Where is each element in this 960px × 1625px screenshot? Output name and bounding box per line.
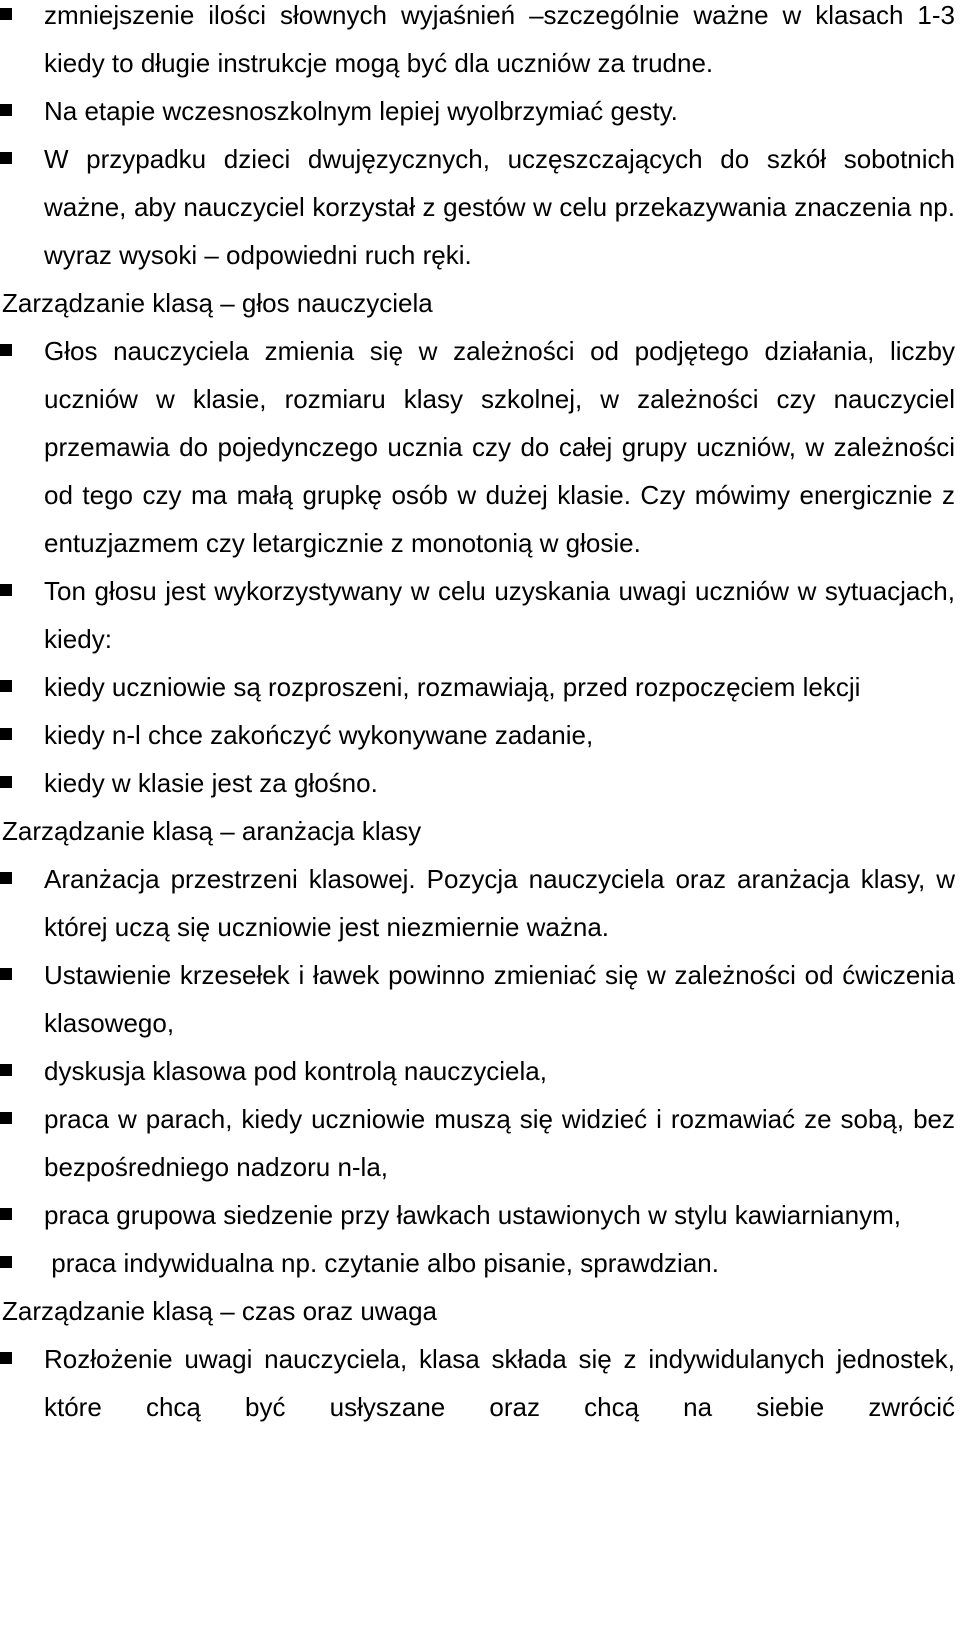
square-bullet-icon xyxy=(0,872,12,884)
list-item xyxy=(0,135,955,279)
square-bullet-icon xyxy=(0,968,12,980)
list-item-text: kiedy w klasie jest za głośno. xyxy=(44,768,378,798)
list-item xyxy=(0,0,955,87)
list-item xyxy=(0,567,955,663)
list-item-text: W przypadku dzieci dwujęzycznych, uczęszczających do szkół sobotnich ważne, aby nauczyciel korzystał z gestów w celu przekazywania znaczenia np. wyraz wysoki – odpowiedni ruch ręki. xyxy=(44,144,955,270)
square-bullet-icon xyxy=(0,776,12,788)
list-item xyxy=(0,1095,955,1191)
list-item xyxy=(0,1047,955,1095)
list-item-text: praca indywidualna np. czytanie albo pisanie, sprawdzian. xyxy=(44,1248,719,1278)
square-bullet-icon xyxy=(0,1112,12,1124)
list-item xyxy=(0,855,955,951)
section-heading: Zarządzanie klasą – aranżacja klasy xyxy=(2,816,422,846)
square-bullet-icon xyxy=(0,584,12,596)
section-heading: Zarządzanie klasą – czas oraz uwaga xyxy=(2,1296,438,1326)
list-item-text: zmniejszenie ilości słownych wyjaśnień –szczególnie ważne w klasach 1-3 kiedy to długie instrukcje mogą być dla uczniów za trudne. xyxy=(44,0,955,78)
section-heading: Zarządzanie klasą – głos nauczyciela xyxy=(2,288,433,318)
list-item xyxy=(0,87,955,135)
square-bullet-icon xyxy=(0,152,12,164)
list-item xyxy=(0,327,955,567)
list-item xyxy=(0,1335,955,1431)
square-bullet-icon xyxy=(0,1064,12,1076)
list-item-text: Ustawienie krzesełek i ławek powinno zmieniać się w zależności od ćwiczenia klasowego, xyxy=(44,960,955,1038)
square-bullet-icon xyxy=(0,680,12,692)
list-item-text: Aranżacja przestrzeni klasowej. Pozycja nauczyciela oraz aranżacja klasy, w której uczą się uczniowie jest niezmiernie ważna. xyxy=(44,864,955,942)
list-item-text: praca grupowa siedzenie przy ławkach ustawionych w stylu kawiarnianym, xyxy=(44,1200,901,1230)
square-bullet-icon xyxy=(0,8,12,20)
square-bullet-icon xyxy=(0,1256,12,1268)
list-item-text: praca w parach, kiedy uczniowie muszą się widzieć i rozmawiać ze sobą, bez bezpośredniego nadzoru n-la, xyxy=(44,1104,955,1182)
square-bullet-icon xyxy=(0,728,12,740)
list-item xyxy=(0,759,955,807)
list-item xyxy=(0,663,955,711)
list-item xyxy=(0,951,955,1047)
list-item-text: Rozłożenie uwagi nauczyciela, klasa składa się z indywidulanych jednostek, które chcą być usłyszane oraz chcą na siebie zwrócić xyxy=(44,1344,955,1422)
square-bullet-icon xyxy=(0,344,12,356)
square-bullet-icon xyxy=(0,104,12,116)
list-item-text: Głos nauczyciela zmienia się w zależności od podjętego działania, liczby uczniów w klasie, rozmiaru klasy szkolnej, w zależności czy nauczyciel przemawia do pojedynczego ucznia czy do całej grupy uczniów, w zależności od tego czy ma małą grupkę osób w dużej klasie. Czy mówimy energicznie z entuzjazmem czy letargicznie z monotonią w głosie. xyxy=(44,336,955,558)
list-item-text: dyskusja klasowa pod kontrolą nauczyciela, xyxy=(44,1056,547,1086)
square-bullet-icon xyxy=(0,1352,12,1364)
square-bullet-icon xyxy=(0,1208,12,1220)
list-item-text: kiedy n-l chce zakończyć wykonywane zadanie, xyxy=(44,720,594,750)
list-item-text: Ton głosu jest wykorzystywany w celu uzyskania uwagi uczniów w sytuacjach, kiedy: xyxy=(44,576,955,654)
list-item-text: Na etapie wczesnoszkolnym lepiej wyolbrzymiać gesty. xyxy=(44,96,678,126)
list-item xyxy=(0,711,955,759)
list-item xyxy=(0,1191,955,1239)
list-item xyxy=(0,1239,955,1287)
list-item-text: kiedy uczniowie są rozproszeni, rozmawiają, przed rozpoczęciem lekcji xyxy=(44,672,861,702)
